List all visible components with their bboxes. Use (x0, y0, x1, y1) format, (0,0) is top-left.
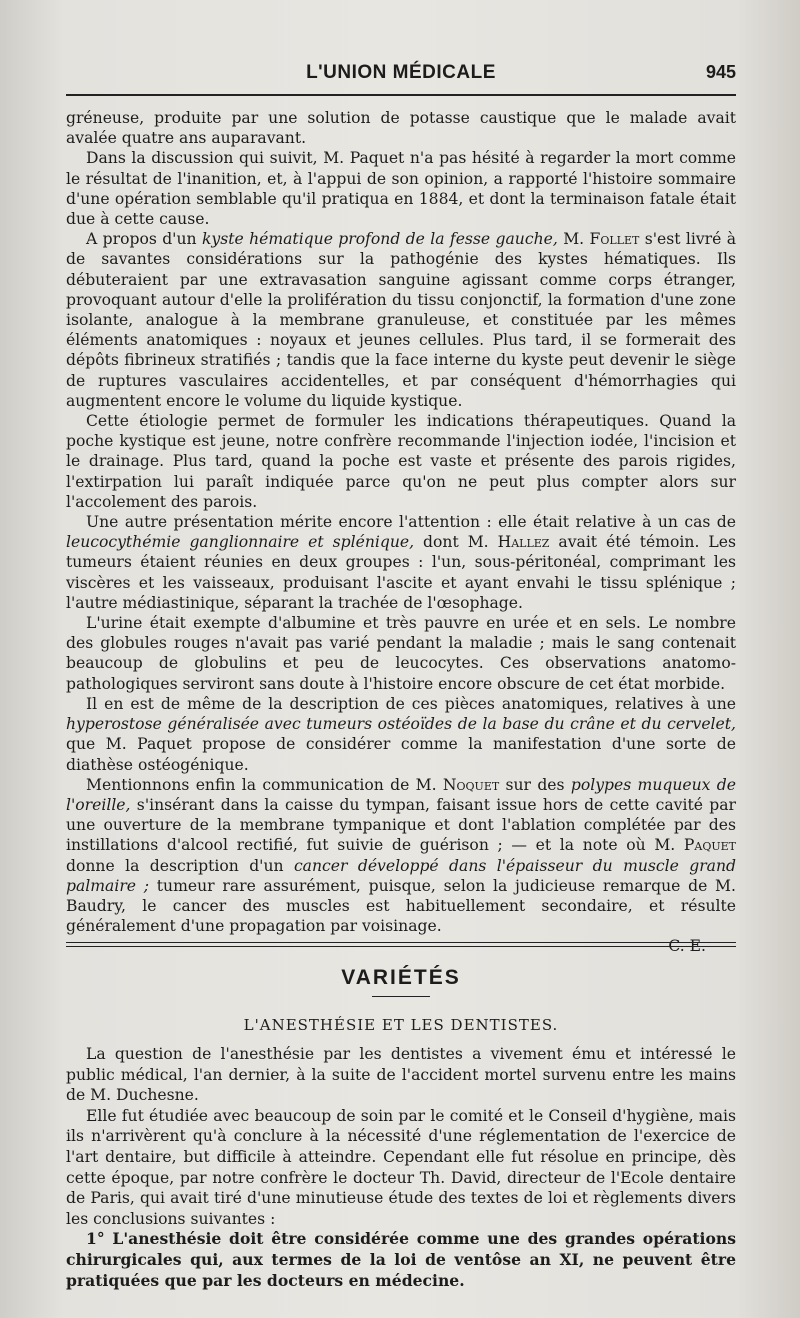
header-rule (66, 94, 736, 96)
paragraph: gréneuse, produite par une solution de potasse caustique que le malade avait avalée quatre ans auparavant. (66, 109, 736, 148)
signature: C. E. (668, 937, 706, 956)
paragraph: 1° L'anesthésie doit être considérée comme une des grandes opérations chirurgicales qui, aux termes de la loi de ventôse an XI, ne peuvent être pratiquées que par les docteurs en médecine. (66, 1229, 736, 1290)
italic-term: polypes muqueux de l'oreille, (66, 775, 736, 814)
journal-title: L'UNION MÉDICALE (306, 62, 496, 83)
article-subtitle: L'ANESTHÉSIE ET LES DENTISTES. (243, 1016, 559, 1034)
italic-term: leucocythémie ganglionnaire et splénique, (66, 533, 415, 552)
italic-term: hyperostose généralisée avec tumeurs ostéoïdes de la base du crâne et du cervelet, (66, 715, 736, 734)
author-name: Follet (589, 230, 640, 249)
paragraph: Dans la discussion qui suivit, M. Paquet n'a pas hésité à regarder la mort comme le résultat de l'inanition, et, à l'appui de son opinion, a rapporté l'histoire sommaire d'une opération semblable qu'il pratiqua en 1884, et dont la terminaison fatale était due à cette cause. (66, 149, 736, 229)
section-body (66, 1044, 736, 1291)
author-name: Paquet (683, 836, 736, 855)
paragraph: Mentionnons enfin la communication de M. Noquet sur des polypes muqueux de l'oreille, s'insérant dans la caisse du tympan, faisant issue hors de cette cavité par une ouverture de la membrane tympanique et dont l'ablation complétée par des instillations d'alcool rectifié, fut suivie de guérison ; — et la note où M. Paquet donne la description d'un cancer développé dans l'épaisseur du muscle grand palmaire ; tumeur rare assurément, puisque, selon la judicieuse remarque de M. Baudry, le cancer des muscles est habituellement secondaire, et résulte généralement d'une propagation par voisinage. (66, 775, 736, 936)
italic-term: cancer développé dans l'épaisseur du muscle grand palmaire ; (66, 856, 736, 895)
paragraph: L'urine était exempte d'albumine et très pauvre en urée et en sels. Le nombre des globules rouges n'avait pas varié pendant la maladie ; mais le sang contenait beaucoup de globulins et peu de leucocytes. Ces observations anatomo-pathologiques serviront sans doute à l'histoire encore obscure de cet état morbide. (66, 614, 736, 693)
author-name: Hallez (497, 533, 550, 552)
section-title: VARIÉTÉS (341, 966, 461, 989)
title-underline (372, 996, 430, 997)
paragraph: La question de l'anesthésie par les dentistes a vivement ému et intéressé le public médical, l'an dernier, à la suite de l'accident mortel survenu entre les mains de M. Duchesne. (66, 1045, 736, 1105)
paragraph: Il en est de même de la description de ces pièces anatomiques, relatives à une hyperostose généralisée avec tumeurs ostéoïdes de la base du crâne et du cervelet, que M. Paquet propose de considérer comme la manifestation d'une sorte de diathèse ostéogénique. (66, 694, 736, 774)
paragraph: A propos d'un kyste hématique profond de la fesse gauche, M. Follet s'est livré à de savantes considérations sur la pathogénie des kystes hématiques. Ils débuteraient par une extravasation sanguine agissant comme corps étranger, provoquant autour d'elle la prolifération du tissu conjonctif, la formation d'une zone isolante, analogue à la membrane granuleuse, et constituée par les mêmes éléments anatomiques : noyaux et jeunes cellules. Plus tard, il se formerait des dépôts fibrineux stratifiés ; tandis que la face interne du kyste peut devenir le siège de ruptures vasculaires accidentelles, et par conséquent d'hémorrhagies qui augmentent encore le volume du liquide kystique. (66, 230, 736, 410)
page-number: 945 (705, 62, 736, 82)
article-body (66, 108, 736, 957)
section-divider (66, 942, 736, 950)
paragraph: Une autre présentation mérite encore l'attention : elle était relative à un cas de leucocythémie ganglionnaire et splénique, dont M. Hallez avait été témoin. Les tumeurs étaient réunies en deux groupes : l'un, sous-péritonéal, comprimant les viscères et les vaisseaux, produisant l'ascite et ayant envahi le tissu splénique ; l'autre médiastinique, séparant la trachée de l'œsophage. (66, 513, 736, 612)
author-name: Noquet (442, 775, 500, 794)
running-header (66, 58, 736, 90)
paragraph: Elle fut étudiée avec beaucoup de soin par le comité et le Conseil d'hygiène, mais ils n'arrivèrent qu'à conclure à la nécessité d'une réglementation de l'exercice de l'art dentaire, but difficile à atteindre. Cependant elle fut résolue en principe, dès cette époque, par notre confrère le docteur Th. David, directeur de l'Ecole dentaire de Paris, qui avait tiré d'une minutieuse étude des textes de loi et règlements divers les conclusions suivantes : (66, 1106, 736, 1228)
italic-term: kyste hématique profond de la fesse gauche, (201, 230, 558, 249)
paragraph: Cette étiologie permet de formuler les indications thérapeutiques. Quand la poche kystique est jeune, notre confrère recommande l'injection iodée, l'incision et le drainage. Plus tard, quand la poche est vaste et présente des parois rigides, l'extirpation lui paraît indiquée parce qu'on ne peut plus compter alors sur l'accolement des parois. (66, 412, 736, 511)
